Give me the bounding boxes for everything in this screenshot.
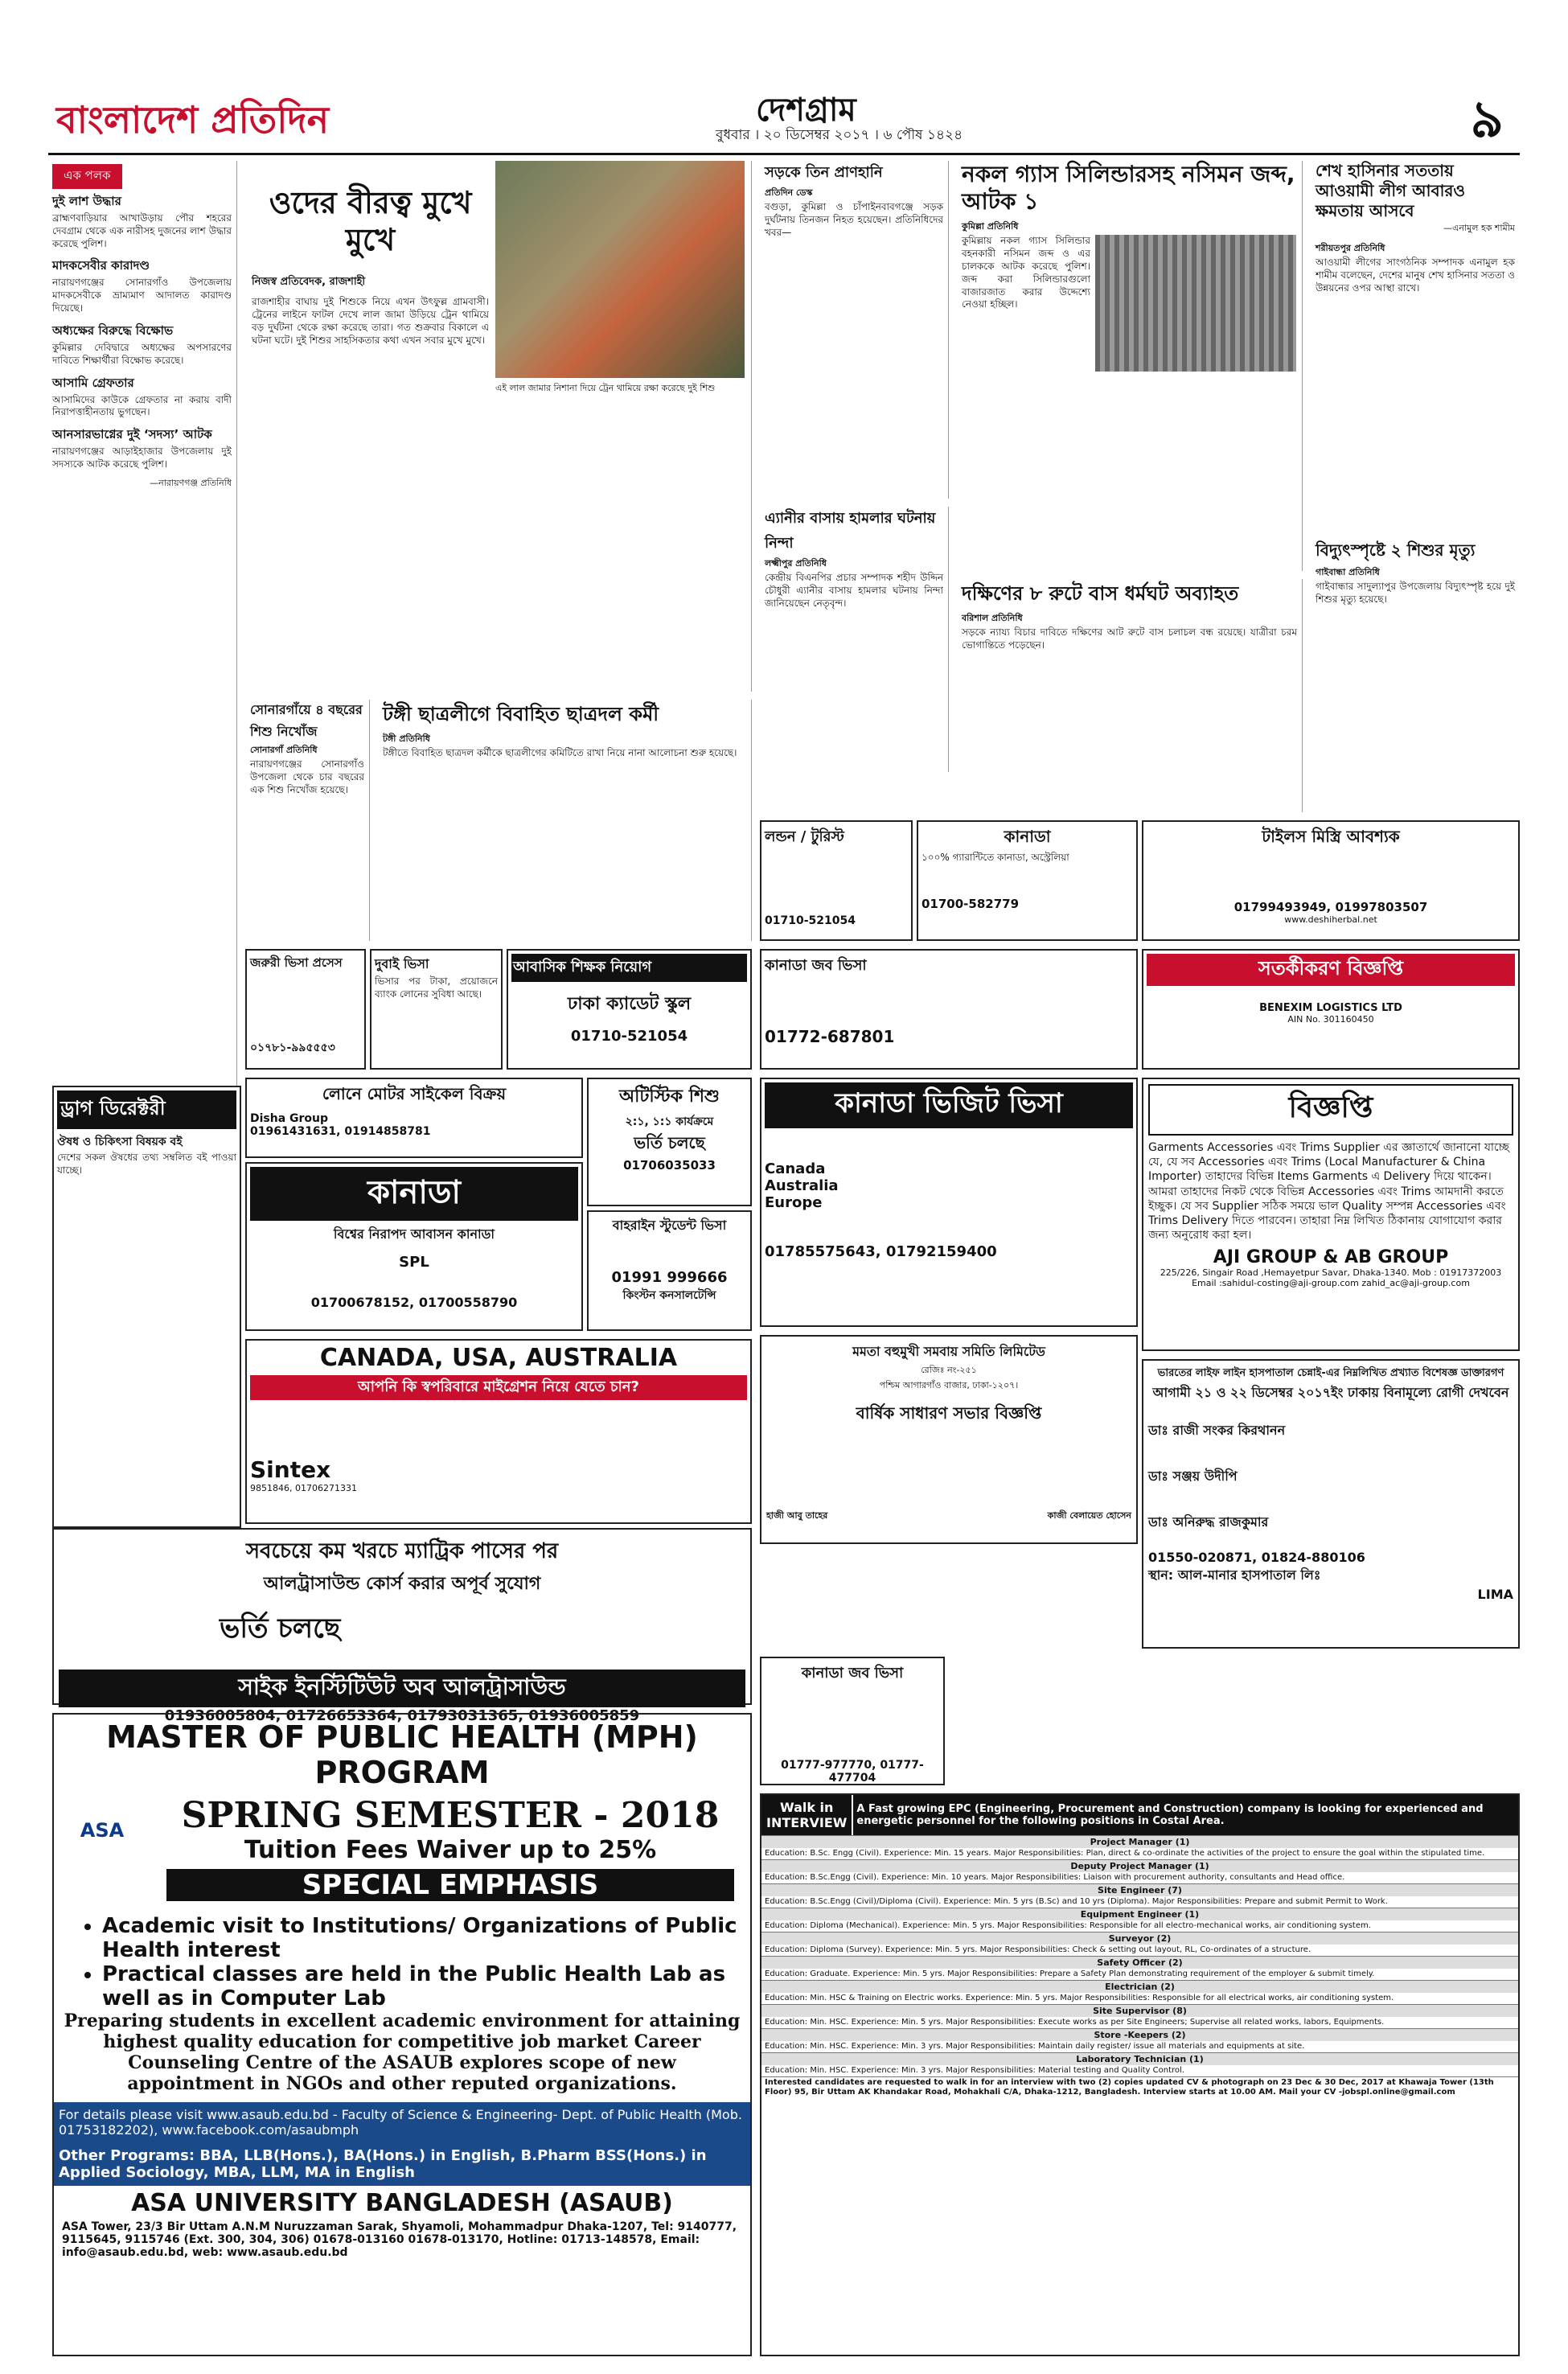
ad-warning-company: BENEXIM LOGISTICS LTD — [1259, 1002, 1402, 1014]
ad-mamata-address: পশ্চিম আগারগাঁও বাজার, ঢাকা-১২০৭। — [879, 1380, 1019, 1390]
ad-london — [760, 820, 913, 941]
story-heroes-title: ওদের বীরত্ব মুখে মুখে — [269, 185, 472, 257]
ad-tiler — [1142, 820, 1520, 941]
ad-dubai — [370, 949, 503, 1070]
masthead — [48, 76, 1520, 155]
job-title: Store -Keepers (2) — [761, 2028, 1518, 2041]
story-gas-byline: কুমিল্লা প্রতিনিধি — [962, 221, 1019, 232]
ad-canada-visitor-phone: 01785575643, 01792159400 — [765, 1243, 997, 1260]
ad-drug-text: দেশের সকল ঔষধের তথ্য সম্বলিত বই পাওয়া যাচ্ছে। — [57, 1152, 236, 1176]
job-title: Site Engineer (7) — [761, 1883, 1518, 1896]
ad-mamata-org: মমতা বহুমুখী সমবায় সমিতি লিমিটেড — [852, 1344, 1045, 1359]
ad-canada-usa — [245, 1339, 752, 1524]
ad-dubai-text: ভিসার পর টাকা, প্রয়োজনে ব্যাংক লোনের সুবিধা আছে। — [375, 975, 498, 1000]
ad-dubai-title: দুবাই ভিসা — [375, 956, 429, 971]
ad-autism-title: অটিস্টিক শিশু — [619, 1086, 720, 1107]
story-strike — [957, 579, 1303, 812]
story-gas — [957, 161, 1303, 571]
ad-hospital-phone: 01550-020871, 01824-880106 — [1148, 1550, 1365, 1565]
story-electro-title: বিদ্যুৎস্পৃষ্টে ২ শিশুর মৃত্যু — [1316, 540, 1476, 560]
story-awami-title: শেখ হাসিনার সততায় আওয়ামী লীগ আবারও ক্ষমতায় আসবে — [1316, 161, 1466, 220]
ad-bahrain-phone: 01991 999666 — [611, 1269, 728, 1286]
ad-mamata-title: বার্ষিক সাধারণ সভার বিজ্ঞপ্তি — [856, 1403, 1042, 1423]
ad-hospital-doctor: ডাঃ অনিরুদ্ধ রাজকুমার — [1148, 1514, 1269, 1530]
brief-title: মাদকসেবীর কারাদণ্ড — [52, 258, 150, 273]
ad-tiler-web: www.deshiherbal.net — [1284, 914, 1377, 925]
brief-text: নারায়ণগঞ্জের আড়াইহাজার উপজেলায় দুই সদস্যকে আটক করেছে পুলিশ। — [52, 446, 232, 470]
job-text: Education: Min. HSC. Experience: Min. 3 yrs. Major Responsibilities: Material testing and Quality Control. — [765, 2066, 1184, 2075]
ad-asa-other: Other Programs: BBA, LLB(Hons.), BA(Hons.) in English, B.Pharm BSS(Hons.) in Applied Sociology, MBA, LLM, MA in English — [54, 2142, 750, 2186]
ad-drug-directory — [52, 1086, 241, 1528]
story-tongi — [378, 700, 752, 941]
job-text: Education: Min. HSC. Experience: Min. 3 yrs. Major Responsibilities: Maintain daily register/ issue all materials and equipments at site. — [765, 2042, 1305, 2051]
job-title: Project Manager (1) — [761, 1835, 1518, 1848]
story-awami-text: আওয়ামী লীগের সাংগঠনিক সম্পাদক এনামুল হক শামীম বলেছেন, দেশের মানুষ শেখ হাসিনার সততা ও উন্নয়নের ওপর আস্থা রাখে। — [1316, 257, 1515, 294]
ad-canada-visitor-region: Australia — [765, 1177, 839, 1194]
ad-walkin-tag: Walk in INTERVIEW — [761, 1795, 853, 1835]
ad-walkin — [760, 1793, 1520, 2356]
job-title: Electrician (2) — [761, 1980, 1518, 1993]
ad-canada-small — [917, 820, 1138, 941]
ad-canada-job2 — [760, 1657, 945, 1785]
ad-canada-visitor-title: কানাডা ভিজিট ভিসা — [765, 1082, 1133, 1128]
ad-hospital-doctor: ডাঃ সঞ্জয় উদীপি — [1148, 1468, 1238, 1484]
ad-ultrasound-inst: সাইক ইনস্টিটিউট অব আলট্রাসাউন্ড — [59, 1670, 745, 1707]
job-text: Education: Min. HSC & Training on Electric works. Experience: Min. 5 yrs. Major Responsibilities: Responsible for all electrical works, air conditioning system. — [765, 1994, 1394, 2002]
story-sonar-text: নারায়ণগঞ্জের সোনারগাঁও উপজেলা থেকে চার বছরের এক শিশু নিখোঁজ হয়েছে। — [250, 758, 364, 795]
story-electro-text: গাইবান্ধার সাদুল্যাপুর উপজেলায় বিদ্যুৎস্পৃষ্ট হয়ে দুই শিশুর মৃত্যু হয়েছে। — [1316, 581, 1515, 605]
brief-title: আসামি গ্রেফতার — [52, 375, 134, 390]
asa-logo: ASA — [80, 1819, 125, 1842]
ad-asa — [52, 1713, 752, 2356]
job-text: Education: B.Sc.Engg (Civil). Experience: Min. 10 years. Major Responsibilities: Liaison with procurement authority, consultants and Head office. — [765, 1873, 1345, 1882]
ad-bahrain — [587, 1210, 752, 1331]
ad-asa-bullet: • Academic visit to Institutions/ Organizations of Public Health interest — [102, 1914, 750, 1962]
story-accident — [760, 161, 949, 499]
job-title: Equipment Engineer (1) — [761, 1908, 1518, 1920]
ad-canada-job-title: কানাডা জব ভিসা — [765, 957, 867, 974]
story-sonar-title: সোনারগাঁয়ে ৪ বছরের শিশু নিখোঁজ — [250, 702, 363, 739]
ad-ultrasound-enroll: ভর্তি চলছে — [220, 1612, 341, 1645]
story-awami-byline: শরীয়তপুর প্রতিনিধি — [1316, 243, 1385, 253]
story-awami-quote-by: —এনামুল হক শামীম — [1443, 223, 1515, 233]
ad-canada-main — [245, 1162, 583, 1331]
ad-aji-company: AJI GROUP & AB GROUP — [1213, 1247, 1449, 1268]
ad-canada-job-phone: 01772-687801 — [765, 1027, 895, 1046]
ek-palok-tag: এক পলক — [52, 164, 122, 189]
ad-canada-visitor-region: Europe — [765, 1194, 823, 1211]
story-strike-text: সড়কে ন্যায্য বিচার দাবিতে দক্ষিণের আট রুটে বাস চলাচল বন্ধ রয়েছে। যাত্রীরা চরম ভোগান্তিতে পড়েছেন। — [962, 626, 1297, 651]
ad-bahrain-title: বাহরাইন স্টুডেন্ট ভিসা — [612, 1218, 727, 1233]
newspaper-logo: বাংলাদেশ প্রতিদিন — [56, 98, 330, 142]
job-text: Education: Diploma (Survey). Experience: Min. 5 yrs. Major Responsibilities: Check & setting out layout, RL, Co-ordinates of a structure. — [765, 1945, 1311, 1954]
job-text: Education: Graduate. Experience: Min. 5 yrs. Major Responsibilities: Prepare a Safety Plan demonstrating requirement of the employer & submit timely. — [765, 1969, 1375, 1978]
story-gas-title: নকল গ্যাস সিলিন্ডারসহ নসিমন জব্দ, আটক ১ — [962, 161, 1295, 215]
ad-canada-usa-phone: 9851846, 01706271331 — [250, 1483, 357, 1493]
ad-hospital-title: ভারতের লাইফ লাইন হাসপাতাল চেন্নাই-এর নিম্নলিখিত প্রখ্যাত বিশেষজ্ঞ ডাক্তারগণ — [1157, 1367, 1504, 1379]
story-accident-text: বগুড়া, কুমিল্লা ও চাঁপাইনবাবগঞ্জে সড়ক দুর্ঘটনায় তিনজন নিহত হয়েছেন। প্রতিনিধিদের খবর— — [765, 201, 943, 238]
ad-residential — [507, 949, 752, 1070]
ad-tiler-title: টাইলস মিস্ত্রি আবশ্যক — [1262, 827, 1400, 846]
ad-canada-main-title: কানাডা — [250, 1167, 578, 1221]
ad-walkin-headline: A Fast growing EPC (Engineering, Procurement and Construction) company is looking for experienced and energetic personnel for the following positions in Costal Area. — [856, 1803, 1484, 1827]
job-title: Deputy Project Manager (1) — [761, 1859, 1518, 1872]
ad-loan-title: লোনে মোটর সাইকেল বিক্রয় — [322, 1084, 507, 1103]
ad-aji-text: Garments Accessories এবং Trims Supplier এর জ্ঞাতার্থে জানানো যাচ্ছে যে, যে সব Accessories এবং Trims (Local Manufacturer & China Importer) তাহাদের বিভিন্ন Items Garments এ Delivery দিয়ে থাকেন। আমরা তাহাদের নিকট থেকে বিভিন্ন Accessories এবং Trims আমদানী করতে ইচ্ছুক। যে সব Supplier সঠিক সময়ে ভাল Quality সম্পন্ন Accessories এবং Trims Delivery দিতে পারবেন। তাহারা নিম্ন লিখিত ঠিকানায় যোগাযোগ করার জন্য অনুরোধ করা হল। — [1148, 1141, 1509, 1242]
ad-asa-emphasis: SPECIAL EMPHASIS — [166, 1869, 734, 1901]
job-text: Education: B.Sc. Engg (Civil). Experience: Min. 15 years. Major Responsibilities: Plan, direct & co-ordinate the activities of the project to ensure the goal within the stipulated time. — [765, 1849, 1485, 1858]
story-tongi-text: টঙ্গীতে বিবাহিত ছাত্রদল কর্মীকে ছাত্রলীগের কমিটিতে রাখা নিয়ে নানা আলোচনা শুরু হয়েছে। — [383, 747, 737, 758]
brief-title: অধ্যক্ষের বিরুদ্ধে বিক্ষোভ — [52, 322, 174, 338]
ad-asa-body: Preparing students in excellent academic environment for attaining highest quality education for competitive job market Career Counseling Centre of the ASAUB explores scope of new appointment in NGOs and other reputed organizations. — [64, 2011, 741, 2094]
ad-asa-address: ASA Tower, 23/3 Bir Uttam A.N.M Nuruzzaman Sarak, Shyamoli, Mohammadpur Dhaka-1207, Tel: 9140777, 9115645, 9115746 (Ext. 300, 304, 306) 01678-013160 01678-013170, Hotline: 01713-148578, Email: info@asaub.edu.bd, web: www.asaub.edu.bd — [62, 2220, 737, 2259]
story-heroes-photo — [495, 161, 745, 378]
story-accident-title: সড়কে তিন প্রাণহানি — [765, 164, 883, 181]
story-heroes-byline: নিজস্ব প্রতিবেদক, রাজশাহী — [252, 276, 366, 289]
ad-asa-semester: SPRING SEMESTER - 2018 — [181, 1795, 720, 1836]
ad-loan — [245, 1078, 583, 1158]
brief-text: ব্রাহ্মণবাড়িয়ার আখাউড়ায় পৌর শহরের দেবগ্রাম থেকে এক নারীসহ দুজনের লাশ উদ্ধার করেছে পুলিশ। — [52, 212, 232, 249]
ad-visa — [245, 949, 366, 1070]
story-tongi-byline: টঙ্গী প্রতিনিধি — [383, 733, 430, 744]
story-annie-text: কেন্দ্রীয় বিএনপির প্রচার সম্পাদক শহীদ উদ্দিন চৌধুরী এ্যানীর বাসায় হামলার ঘটনায় নিন্দা জানিয়েছেন নেতৃবৃন্দ। — [765, 572, 943, 609]
ad-canada-small-title: কানাডা — [1004, 827, 1051, 846]
job-title: Laboratory Technician (1) — [761, 2052, 1518, 2065]
ad-autism-phone: 01706035033 — [623, 1158, 716, 1173]
job-title: Safety Officer (2) — [761, 1956, 1518, 1969]
ad-aji-email: Email :sahidul-costing@aji-group.com zahid_ac@aji-group.com — [1192, 1278, 1470, 1289]
brief-title: দুই লাশ উদ্ধার — [52, 194, 121, 208]
ad-canada-usa-title: CANADA, USA, AUSTRALIA — [319, 1344, 678, 1372]
ad-ultrasound-phone: 01936005804, 01726653364, 01793031365, 01936005859 — [164, 1707, 640, 1724]
ad-aji-address: 225/226, Singair Road ,Hemayetpur Savar, Dhaka-1340. Mob : 01917372003 — [1160, 1267, 1502, 1279]
ad-mamata-secretary: কাজী বেলায়েত হোসেন — [1047, 1510, 1131, 1521]
brief-text: আসামিদের কাউকে গ্রেফতার না করায় বাদী নিরাপত্তাহীনতায় ভুগছেন। — [52, 393, 232, 418]
story-annie-title: এ্যানীর বাসায় হামলার ঘটনায় নিন্দা — [765, 510, 936, 552]
ad-aji-title: বিজ্ঞপ্তি — [1148, 1084, 1513, 1136]
story-sonar — [245, 700, 370, 941]
story-awami — [1311, 161, 1520, 531]
ad-drug-title: ড্রাগ ডিরেক্টরী — [57, 1090, 236, 1129]
ad-autism-sub: ২:১, ১:১ কার্যক্রমে — [625, 1115, 714, 1128]
ad-london-phone: 01710-521054 — [765, 914, 856, 927]
story-strike-title: দক্ষিণের ৮ রুটে বাস ধর্মঘট অব্যাহত — [962, 582, 1239, 605]
ek-palok-column — [52, 161, 237, 1086]
ad-canada-job2-title: কানাডা জব ভিসা — [801, 1665, 904, 1682]
ad-asa-bullet: • Practical classes are held in the Public Health Lab as well as in Computer Lab — [102, 1962, 750, 2011]
ad-canada-small-sub: ১০০% গ্যারান্টিতে কানাডা, অস্ট্রেলিয়া — [922, 852, 1069, 863]
ad-hospital-venue: স্থান: আল-মানার হাসপাতাল লিঃ — [1148, 1567, 1321, 1583]
story-heroes — [245, 161, 752, 692]
ad-warning — [1142, 949, 1520, 1070]
ad-warning-title: সতর্কীকরণ বিজ্ঞপ্তি — [1147, 954, 1515, 986]
story-annie-byline: লক্ষ্মীপুর প্রতিনিধি — [765, 558, 827, 569]
section-title: দেশগ্রাম — [756, 92, 856, 129]
story-heroes-text: রাজশাহীর বাঘায় দুই শিশুকে নিয়ে এখন উৎফুল্ল গ্রামবাসী। ট্রেনের লাইনে ফাটল দেখে লাল জামা উড়িয়ে ট্রেন থামিয়ে বড় দুর্ঘটনা থেকে রক্ষা করেছে তারা। গত শুক্রবার বিকালে এ ঘটনা ঘটে। দুই শিশুর সাহসিকতার কথা এখন সবার মুখে মুখে। — [252, 296, 489, 346]
brief-text: কুমিল্লার দেবিদ্বারে অধ্যক্ষের অপসারণের দাবিতে শিক্ষার্থীরা বিক্ষোভ করেছে। — [52, 341, 232, 366]
ad-loan-phone: 01961431631, 01914858781 — [250, 1125, 431, 1138]
ad-asa-waiver: Tuition Fees Waiver up to 25% — [244, 1836, 657, 1864]
story-strike-byline: বরিশাল প্রতিনিধি — [962, 613, 1023, 623]
brief-text: নারায়ণগঞ্জের সোনারগাঁও উপজেলায় মাদকসেবীকে ভ্রাম্যমাণ আদালত কারাদণ্ড দিয়েছে। — [52, 277, 232, 314]
story-annie — [760, 507, 949, 772]
ad-mamata-chair: হাজী আবু তাহের — [766, 1510, 828, 1521]
ad-hospital — [1142, 1359, 1520, 1649]
job-title: Site Supervisor (8) — [761, 2004, 1518, 2017]
ad-ultrasound-sub: আলট্রাসাউন্ড কোর্স করার অপূর্ব সুযোগ — [263, 1574, 541, 1594]
story-electro-byline: গাইবান্ধা প্রতিনিধি — [1316, 567, 1380, 577]
ad-autism — [587, 1078, 752, 1206]
ad-canada-main-phone: 01700678152, 01700558790 — [310, 1295, 518, 1310]
ad-autism-enroll: ভর্তি চলছে — [634, 1133, 705, 1152]
ad-visa-title: জরুরী ভিসা প্রসেস — [250, 955, 343, 970]
ad-walkin-footer: Interested candidates are requested to walk in for an interview with two (2) copies updated CV & photograph on 23 Dec & 30 Dec, 2017 at Khawaja Tower (13th Floor) 95, Bir Uttam AK Khandakar Road, Mohakhali C/A, Dhaka-1212, Bangladesh. Interview starts at 10.00 AM. Mail your CV -jobspl.online@gmail.com — [761, 2076, 1518, 2098]
job-title: Surveyor (2) — [761, 1932, 1518, 1945]
brief-credit: —নারায়ণগঞ্জ প্রতিনিধি — [150, 477, 232, 488]
ad-residential-title: আবাসিক শিক্ষক নিয়োগ — [511, 954, 747, 982]
ad-canada-usa-company: Sintex — [250, 1456, 331, 1483]
story-gas-photo — [1095, 235, 1296, 372]
story-sonar-byline: সোনারগাঁ প্রতিনিধি — [250, 745, 318, 755]
ad-warning-ain: AIN No. 301160450 — [1287, 1014, 1374, 1025]
ad-mamata — [760, 1335, 1138, 1544]
ad-bahrain-company: কিংস্টন কনসালটেন্সি — [622, 1289, 716, 1302]
issue-date: বুধবার । ২০ ডিসেম্বর ২০১৭ । ৬ পৌষ ১৪২৪ — [716, 127, 963, 143]
ad-residential-phone: 01710-521054 — [570, 1028, 688, 1045]
ad-hospital-sub: আগামী ২১ ও ২২ ডিসেম্বর ২০১৭ইং ঢাকায় বিনামূল্যে রোগী দেখবেন — [1152, 1385, 1509, 1400]
ad-asa-title: MASTER OF PUBLIC HEALTH (MPH) PROGRAM — [106, 1719, 698, 1790]
ad-visa-phone: ০১৭৮১-৯৯৫৫৫৩ — [250, 1041, 335, 1054]
ad-residential-school: ঢাকা ক্যাডেট স্কুল — [567, 994, 692, 1014]
ad-asa-details: For details please visit www.asaub.edu.bd - Faculty of Science & Engineering- Dept. of Public Health (Mob. 01753182202), www.facebook.com/asaubmph — [54, 2102, 750, 2142]
ad-canada-job2-phone: 01777-977770, 01777-477704 — [781, 1759, 924, 1785]
story-tongi-title: টঙ্গী ছাত্রলীগে বিবাহিত ছাত্রদল কর্মী — [383, 703, 659, 725]
ad-canada-visitor — [760, 1078, 1138, 1327]
ad-london-title: লন্ডন / টুরিস্ট — [765, 828, 844, 845]
ad-canada-job — [760, 949, 1138, 1070]
job-text: Education: Diploma (Mechanical). Experience: Min. 5 yrs. Major Responsibilities: Responsible for all electro-mechanical works, air conditioning system. — [765, 1921, 1371, 1930]
ad-canada-usa-sub: আপনি কি স্বপরিবারে মাইগ্রেশন নিয়ে যেতে চান? — [250, 1375, 747, 1400]
story-accident-byline: প্রতিদিন ডেস্ক — [765, 187, 813, 198]
ad-canada-visitor-region: Canada — [765, 1160, 826, 1177]
ad-loan-company: Disha Group — [250, 1112, 329, 1125]
job-text: Education: Min. HSC. Experience: Min. 5 yrs. Major Responsibilities: Execute works as per Site Engineers; Supervise all related works, labors, Equipments. — [765, 2018, 1385, 2027]
ad-ultrasound — [52, 1528, 752, 1724]
job-text: Education: B.Sc.Engg (Civil)/Diploma (Civil). Experience: Min. 5 yrs (B.Sc) and 10 yrs (Diploma). Major Responsibilities: Prepare and submit Permit to Work. — [765, 1897, 1388, 1906]
ad-hospital-doctor: ডাঃ রাজী সংকর কিরথানন — [1148, 1423, 1286, 1438]
ad-hospital-brand: LIMA — [1477, 1587, 1513, 1602]
ad-aji — [1142, 1078, 1520, 1351]
ad-drug-sub: ঔষধ ও চিকিৎসা বিষয়ক বই — [57, 1136, 183, 1148]
ad-mamata-reg: রেজিঃ নং-২৫১ — [921, 1365, 977, 1375]
story-gas-text: কুমিল্লায় নকল গ্যাস সিলিন্ডার বহনকারী নসিমন জব্দ ও এর চালককে আটক করেছে পুলিশ। জব্দ করা সিলিন্ডারগুলো বাজারজাত করার উদ্দেশ্যে নেওয়া হচ্ছিল। — [962, 235, 1090, 310]
ad-tiler-phone: 01799493949, 01997803507 — [1233, 900, 1428, 914]
ad-canada-small-phone: 01700-582779 — [922, 896, 1020, 911]
story-electro — [1311, 539, 1520, 812]
ad-asa-name: ASA UNIVERSITY BANGLADESH (ASAUB) — [131, 2189, 673, 2217]
ad-canada-main-org: SPL — [399, 1254, 429, 1271]
brief-title: আনসারভাগ্নের দুই ‘সদস্য’ আটক — [52, 427, 212, 442]
story-heroes-caption: এই লাল জামার নিশানা দিয়ে ট্রেন থামিয়ে রক্ষা করেছে দুই শিশু — [495, 383, 716, 393]
ad-ultrasound-title: সবচেয়ে কম খরচে ম্যাট্রিক পাসের পর — [245, 1539, 559, 1563]
page-number: ৯ — [1470, 90, 1504, 150]
ad-canada-main-sub: বিশ্বের নিরাপদ আবাসন কানাডা — [333, 1226, 495, 1242]
